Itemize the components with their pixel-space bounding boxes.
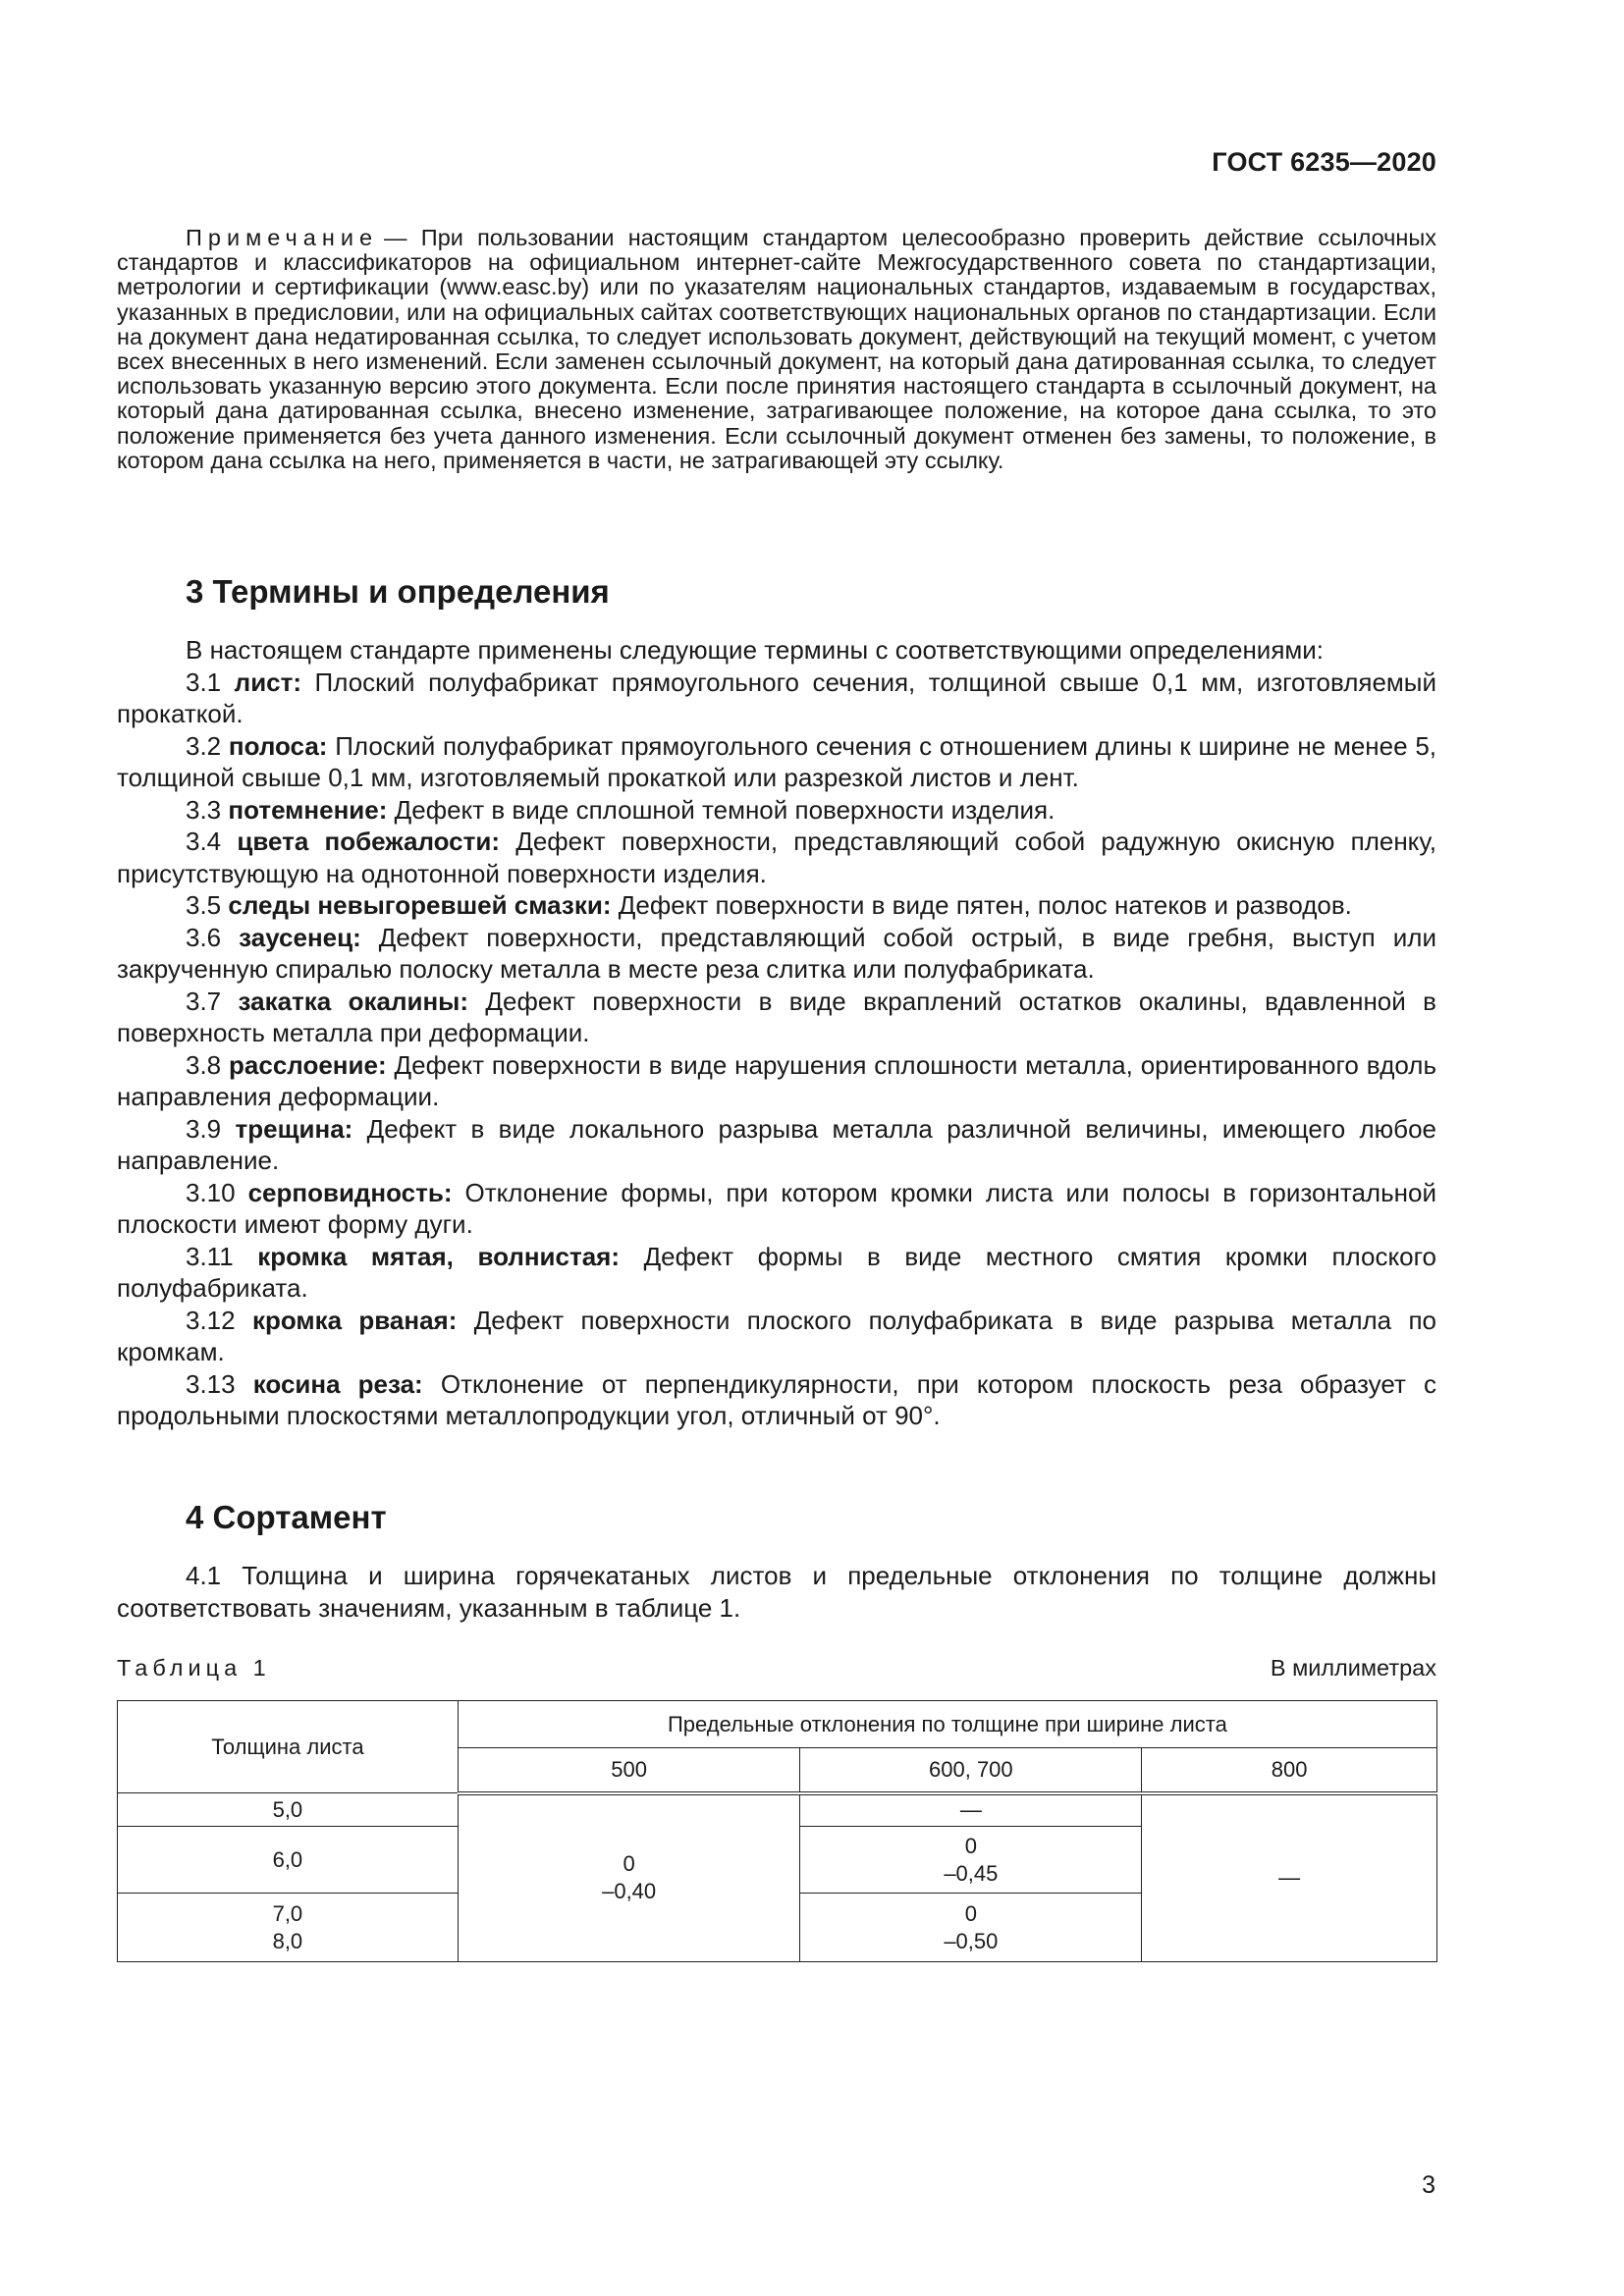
term-paragraph: 3.2 полоса: Плоский полуфабрикат прямоугольного сечения с отношением длины к ширине не менее 5, толщиной свыше 0,1 мм, изготовляемый прокаткой или разрезкой листов и лент. [117,730,1437,792]
term-paragraph: 3.9 трещина: Дефект в виде локального разрыва металла различной величины, имеющего любое направление. [117,1113,1436,1175]
table-caption: Таблица 1 [117,1655,271,1681]
term-paragraph: 3.1 лист: Плоский полуфабрикат прямоугольного сечения, толщиной свыше 0,1 мм, изготовляемый прокаткой. [117,667,1436,728]
term-paragraph: 3.10 серповидность: Отклонение формы, при котором кромки листа или полосы в горизонтальной плоскости имеют форму дуги. [117,1177,1436,1239]
cell-tolerance-600-700: — [800,1793,1142,1827]
term-paragraph: 3.5 следы невыгоревшей смазки: Дефект поверхности в виде пятен, полос натеков и разводов. [186,890,1352,920]
table-units: В миллиметрах [1270,1655,1436,1681]
header-width-600-700: 600, 700 [800,1748,1142,1793]
reference-note [117,226,1436,473]
section-3-title: 3 Термины и определения [186,573,610,610]
cell-tolerance-800: — [1142,1793,1437,1962]
term-paragraph: 3.13 косина реза: Отклонение от перпендикулярности, при котором плоскость реза образует с продольными плоскостями металлопродукции угол, отличный от 90°. [117,1368,1436,1430]
term-paragraph: 3.6 заусенец: Дефект поверхности, представляющий собой острый, в виде гребня, выступ или закрученную спиралью полоску металла в месте реза слитка или полуфабриката. [117,922,1436,984]
cell-tolerance-600-700: 0 –0,50 [800,1894,1142,1962]
header-thickness: Толщина листа [118,1701,459,1793]
header-width-800: 800 [1142,1748,1437,1793]
term-paragraph: 3.4 цвета побежалости: Дефект поверхности, представляющий собой радужную окисную пленку, присутствующую на однотонной поверхности изделия. [117,827,1436,888]
term-paragraph: 3.3 потемнение: Дефект в виде сплошной темной поверхности изделия. [186,794,1056,825]
section-3-body [117,634,1436,1432]
section-4-body [117,1560,1436,1624]
term-paragraph: 3.7 закатка окалины: Дефект поверхности в виде вкраплений остатков окалины, вдавленной в поверхность металла при деформации. [117,986,1436,1047]
standard-code: ГОСТ 6235—2020 [1212,147,1436,177]
cell-thickness: 5,0 [118,1793,459,1827]
cell-thickness: 6,0 [118,1827,459,1894]
term-paragraph: 3.11 кромка мятая, волнистая: Дефект формы в виде местного смятия кромки плоского полуфабриката. [117,1241,1436,1303]
header-width-500: 500 [458,1748,800,1793]
cell-tolerance-600-700: 0 –0,45 [800,1827,1142,1894]
page-number: 3 [1422,2171,1435,2199]
section-4-paragraph: 4.1 Толщина и ширина горячекатаных листов и предельные отклонения по толщине должны соответствовать значениям, указанным в таблице 1. [117,1561,1436,1623]
term-paragraph: 3.12 кромка рваная: Дефект поверхности плоского полуфабриката в виде разрыва металла по кромкам. [117,1305,1436,1366]
note-label: Примечание [186,225,379,250]
header-tolerance-group: Предельные отклонения по толщине при ширине листа [458,1701,1436,1748]
section-4-title: 4 Сортамент [186,1499,387,1535]
cell-tolerance-500: 0 –0,40 [458,1793,800,1962]
thickness-tolerance-table [117,1700,1437,1962]
note-text: — При пользовании настоящим стандартом целесообразно проверить действие ссылочных стандартов и классификаторов на официальном интернет-сайте Межгосударственного совета по стандартизации, метрологии и сертификации (www.easc.by) или по указателям национальных стандартов, издаваемым в государствах, указанных в предисловии, или на официальных сайтах соответствующих национальных органов по стандартизации. Если на документ дана недатированная ссылка, то следует использовать документ, действующий на текущий момент, с учетом всех внесенных в него изменений. Если заменен ссылочный документ, на который дана датированная ссылка, то следует использовать указанную версию этого документа. Если после принятия настоящего стандарта в ссылочный документ, на который дана датированная ссылка, внесено изменение, затрагивающее положение, на которое дана ссылка, то это положение применяется без учета данного изменения. Если ссылочный документ отменен без замены, то положение, в котором дана ссылка на него, применяется в части, не затрагивающей эту ссылку. [117,225,1436,473]
cell-thickness: 7,0 8,0 [118,1894,459,1962]
section-3-intro: В настоящем стандарте применены следующие термины с соответствующими определениями: [186,635,1325,665]
term-paragraph: 3.8 расслоение: Дефект поверхности в виде нарушения сплошности металла, ориентированного вдоль направления деформации. [117,1049,1437,1111]
